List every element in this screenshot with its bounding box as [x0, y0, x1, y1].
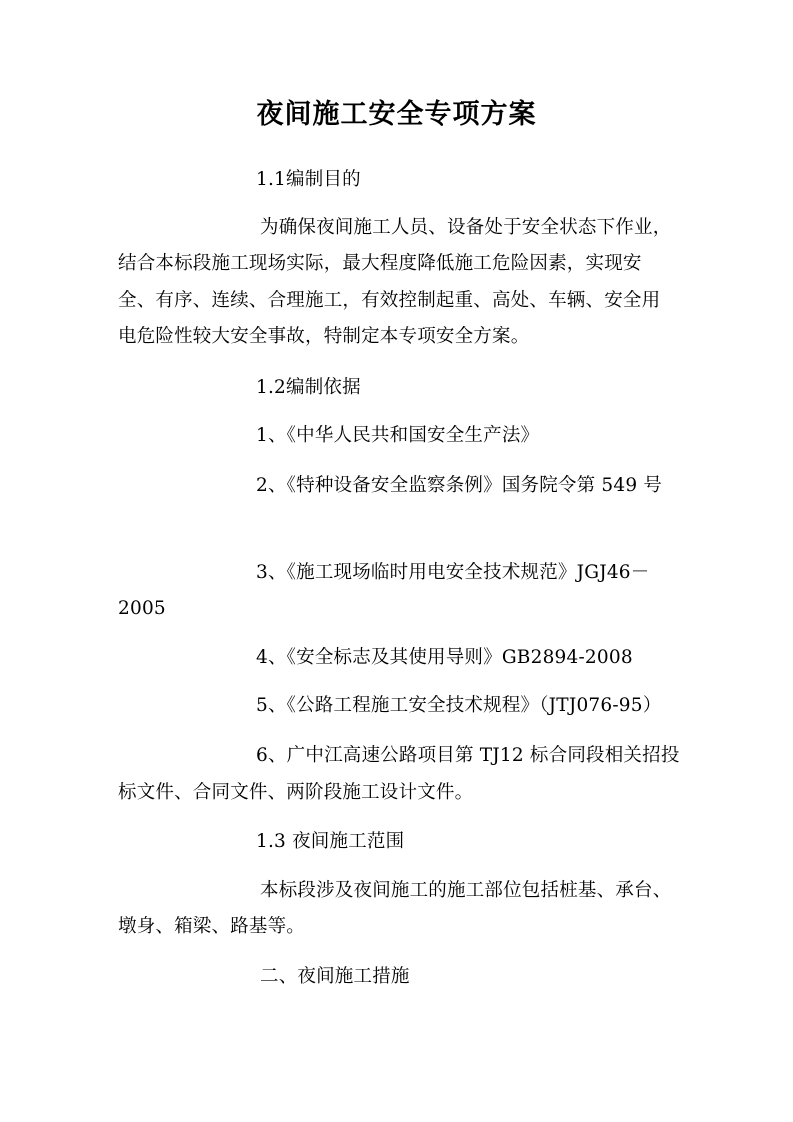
reference-item-5: 5、《公路工程施工安全技术规程》（JTJ076-95）	[256, 695, 662, 716]
purpose-paragraph-line-3: 全、有序、连续、合理施工，有效控制起重、高处、车辆、安全用	[118, 290, 661, 311]
reference-item-3-line-2: 2005	[118, 598, 166, 619]
reference-item-2: 2、《特种设备安全监察条例》国务院令第 549 号	[256, 475, 663, 496]
section-2-heading: 二、夜间施工措施	[260, 966, 410, 987]
reference-item-6-line-2: 标文件、合同文件、两阶段施工设计文件。	[118, 782, 474, 803]
reference-item-6-line-1: 6、广中江高速公路项目第 TJ12 标合同段相关招投	[256, 745, 680, 766]
section-1-1-heading: 1.1编制目的	[256, 169, 361, 190]
section-1-2-heading: 1.2编制依据	[256, 377, 361, 398]
section-1-3-heading: 1.3 夜间施工范围	[256, 831, 405, 852]
scope-paragraph-line-2: 墩身、箱梁、路基等。	[118, 916, 306, 937]
scope-paragraph-line-1: 本标段涉及夜间施工的施工部位包括桩基、承台、	[260, 880, 672, 901]
reference-item-3-line-1: 3、《施工现场临时用电安全技术规范》JGJ46－	[256, 562, 650, 583]
document-title: 夜间施工安全专项方案	[256, 99, 537, 130]
purpose-paragraph-line-2: 结合本标段施工现场实际，最大程度降低施工危险因素，实现安	[118, 253, 642, 274]
reference-item-1: 1、《中华人民共和国安全生产法》	[256, 425, 540, 446]
purpose-paragraph-line-1: 为确保夜间施工人员、设备处于安全状态下作业，	[260, 217, 672, 238]
purpose-paragraph-line-4: 电危险性较大安全事故，特制定本专项安全方案。	[118, 326, 530, 347]
reference-item-4: 4、《安全标志及其使用导则》GB2894-2008	[256, 647, 633, 668]
